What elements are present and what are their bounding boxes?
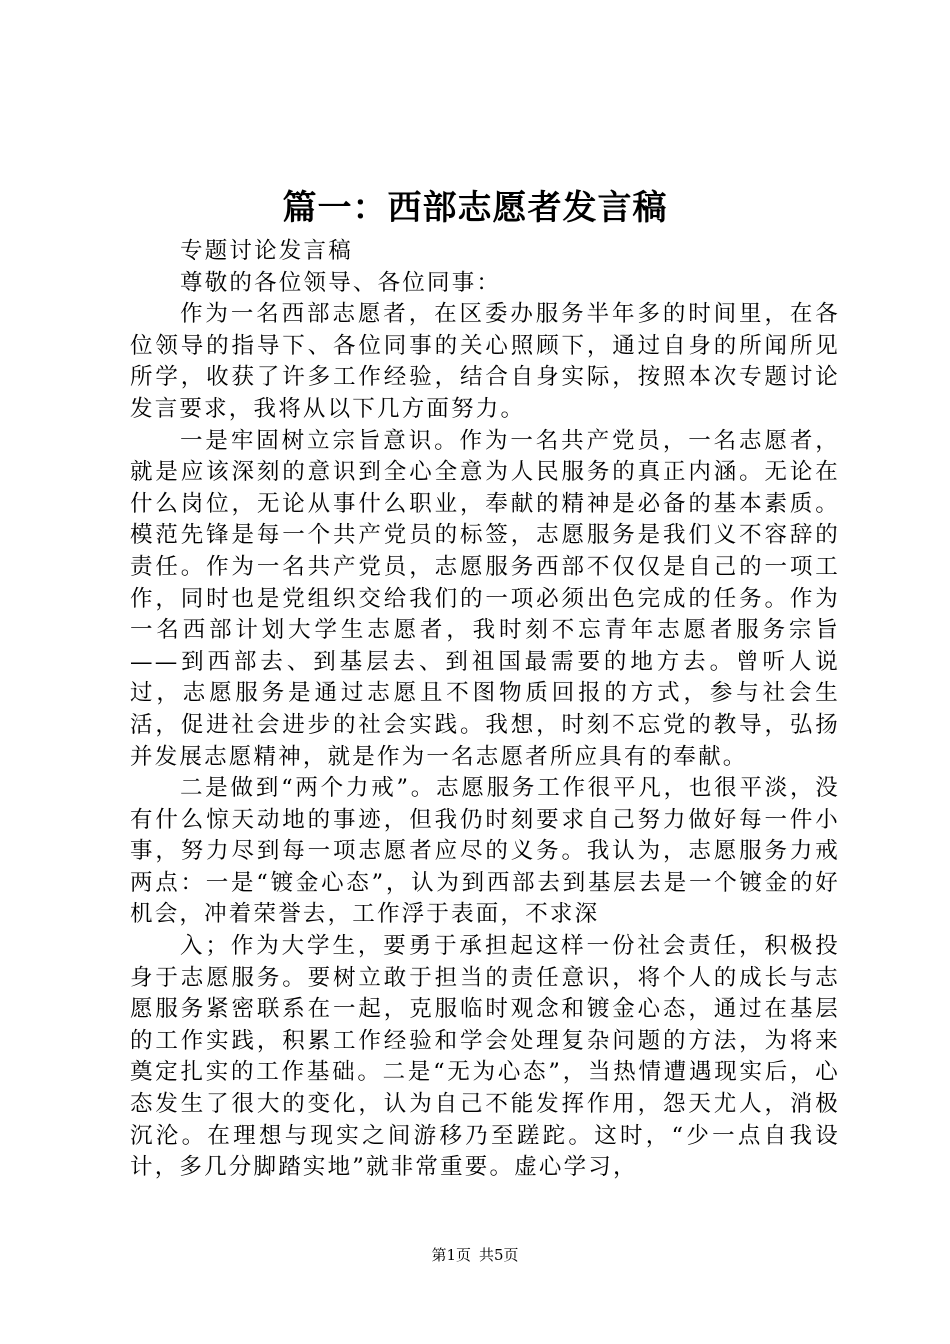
page-footer <box>0 1243 950 1267</box>
paragraph-topic: 专题讨论发言稿 <box>180 238 353 264</box>
paragraph-point-one: 一是牢固树立宗旨意识。作为一名共产党员，一名志愿者，就是应该深刻的意识到全心全意为人民服务的真正内涵。无论在什么岗位，无论从事什么职业，奉献的精神是必备的基本素质。模范先锋是每一个共产党员的标签，志愿服务是我们义不容辞的责任。作为一名共产党员，志愿服务西部不仅仅是自己的一项工作，同时也是党组织交给我们的一项必须出色完成的任务。作为一名西部计划大学生志愿者，我时刻不忘青年志愿者服务宗旨——到西部去、到基层去、到祖国最需要的地方去。曾听人说过，志愿服务是通过志愿且不图物质回报的方式，参与社会生活，促进社会进步的社会实践。我想，时刻不忘党的教导，弘扬并发展志愿精神，就是作为一名志愿者所应具有的奉献。 <box>130 427 840 770</box>
page-number: 第1页 <box>431 1246 471 1264</box>
document-title: 篇一：西部志愿者发言稿 <box>282 188 668 228</box>
paragraph-continuation: 入；作为大学生，要勇于承担起这样一份社会责任，积极投身于志愿服务。要树立敢于担当的责任意识，将个人的成长与志愿服务紧密联系在一起，克服临时观念和镀金心态，通过在基层的工作实践，积累工作经验和学会处理复杂问题的方法，为将来奠定扎实的工作基础。二是“无为心态”，当热情遭遇现实后，心态发生了很大的变化，认为自己不能发挥作用，怨天尤人，消极沉沦。在理想与现实之间游移乃至蹉跎。这时，“少一点自我设计，多几分脚踏实地”就非常重要。虚心学习， <box>130 933 840 1181</box>
paragraph-salutation: 尊敬的各位领导、各位同事： <box>180 269 502 296</box>
paragraph-point-two: 二是做到“两个力戒”。志愿服务工作很平凡，也很平淡，没有什么惊天动地的事迹，但我仍时刻要求自己努力做好每一件小事，努力尽到每一项志愿者应尽的义务。我认为，志愿服务力戒两点：一是“镀金心态”，认为到西部去到基层去是一个镀金的好机会，冲着荣誉去，工作浮于表面，不求深 <box>130 775 840 928</box>
paragraph-intro: 作为一名西部志愿者，在区委办服务半年多的时间里，在各位领导的指导下、各位同事的关心照顾下，通过自身的所闻所见所学，收获了许多工作经验，结合自身实际，按照本次专题讨论发言要求，我将从以下几方面努力。 <box>130 301 840 422</box>
page-total: 共5页 <box>479 1246 519 1264</box>
document-body <box>130 236 840 1184</box>
